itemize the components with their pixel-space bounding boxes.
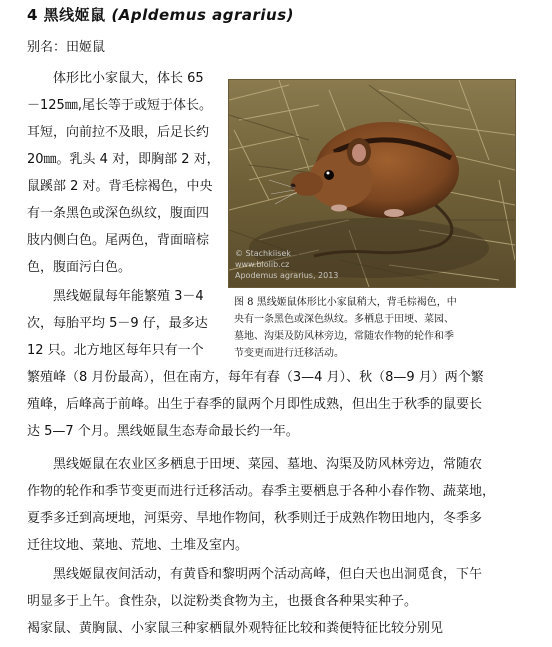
text-line: 达 5—7 个月。黑线姬鼠生态寿命最长约一年。 xyxy=(27,424,299,439)
species-name-latin: (Apldemus agrarius) xyxy=(111,6,295,24)
text-line: 迁往坟地、菜地、荒地、土堆及室内。 xyxy=(27,538,249,553)
watermark-line: Apodemus agrarius, 2013 xyxy=(235,271,339,280)
text-line: 繁殖峰（8 月份最高），但在南方，每年有春（3—4 月）、秋（8—9 月）两个繁 xyxy=(27,370,484,385)
text-line: 耳短，向前拉不及眼，后足长约 xyxy=(27,125,210,140)
text-line: 明显多于上午。食性杂，以淀粉类食物为主，也摄食各种果实种子。 xyxy=(27,594,418,609)
text-line: 黑线姬鼠在农业区多栖息于田埂、菜园、墓地、沟渠及防风林旁边，常随农 xyxy=(27,457,483,472)
text-line: 有一条黑色或深色纵纹，腹面四 xyxy=(27,206,210,221)
watermark-line: © Stachkiisek xyxy=(235,249,291,258)
mouse-photo xyxy=(228,79,516,288)
text-line: 作物的轮作和季节变更而进行迁移活动。春季主要栖息于各种小春作物、蔬菜地， xyxy=(27,484,496,499)
text-line: 褐家鼠、黄胸鼠、小家鼠三种家栖鼠外观特征比较和粪便特征比较分别见 xyxy=(27,621,444,636)
caption-line: 节变更而进行迁移活动。 xyxy=(234,348,344,359)
body-paragraph-4 xyxy=(27,561,482,642)
text-line: 体形比小家鼠大，体长 65 xyxy=(27,71,204,86)
text-line: 夏季多迁到高埂地，河渠旁、旱地作物间，秋季则迁于成熟作物田地内，冬季多 xyxy=(27,511,483,526)
text-line: 12 只。北方地区每年只有一个 xyxy=(27,343,204,358)
body-paragraph-2-continued xyxy=(27,364,484,445)
text-line: －125㎜,尾长等于或短于体长。 xyxy=(27,98,212,113)
text-line: 肢内侧白色。尾两色，背面暗棕 xyxy=(27,233,210,248)
body-paragraph-3 xyxy=(27,451,495,559)
caption-line: 墓地、沟渠及防风林旁边，常随农作物的轮作和季 xyxy=(234,331,454,342)
text-line: 黑线姬鼠夜间活动，有黄昏和黎明两个活动高峰，但白天也出洞觅食，下午 xyxy=(27,567,483,582)
caption-line: 图 8 黑线姬鼠体形比小家鼠稍大，背毛棕褐色，中 xyxy=(234,297,457,308)
body-paragraph-1 xyxy=(27,65,220,281)
text-line: 殖峰，后峰高于前峰。出生于春季的鼠两个月即性成熟，但出生于秋季的鼠要长 xyxy=(27,397,483,412)
text-line: 色，腹面污白色。 xyxy=(27,260,132,275)
body-paragraph-2 xyxy=(27,283,208,364)
text-line: 黑线姬鼠每年能繁殖 3－4 xyxy=(27,289,204,304)
caption-line: 央有一条黑色或深色纵纹。多栖息于田埂、菜园、 xyxy=(234,314,454,325)
watermark-line: www.biolib.cz xyxy=(235,260,290,269)
text-line: 次，每胎平均 5－9 仔，最多达 xyxy=(27,316,208,331)
alias-line: 别名：田姬鼠 xyxy=(27,40,106,55)
text-line: 鼠蹊部 2 对。背毛棕褐色，中央 xyxy=(27,179,213,194)
section-title xyxy=(27,4,294,25)
figure-caption xyxy=(234,294,516,362)
section-number: 4 xyxy=(27,6,38,24)
text-line: 20㎜。乳头 4 对，即胸部 2 对， xyxy=(27,152,220,167)
species-name-cn: 黑线姬鼠 xyxy=(43,6,106,24)
